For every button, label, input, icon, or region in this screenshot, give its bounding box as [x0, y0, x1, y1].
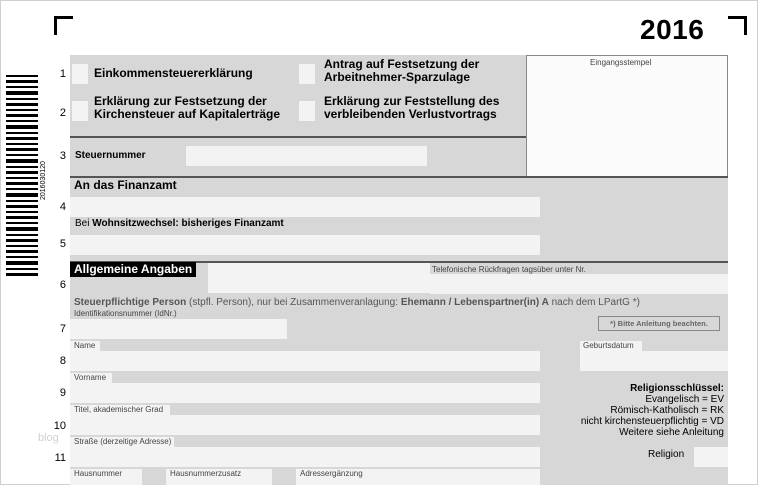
row-number: 2: [59, 107, 66, 119]
allgemein-title: Allgemeine Angaben: [70, 262, 196, 277]
hinweis-box: [598, 316, 720, 331]
checkbox-verlustvortrag[interactable]: [299, 101, 315, 121]
stpfl-line: [74, 297, 640, 308]
ehemann-bold: Ehemann / Lebenspartner(in) A: [400, 297, 549, 308]
strasse-input[interactable]: [70, 447, 540, 467]
bisheriges-finanzamt-input[interactable]: [70, 235, 540, 255]
option-sparzulage-label: [324, 58, 479, 84]
hausnummerzusatz-label: Hausnummerzusatz: [170, 469, 242, 478]
option-verlustvortrag-line1: Erklärung zur Feststellung des: [324, 94, 500, 108]
crop-mark-top-left: [54, 16, 73, 35]
ehemann-rest: nach dem LPartG *): [551, 297, 640, 308]
titel-input[interactable]: [70, 415, 540, 435]
religion-key-title: Religionsschlüssel:: [630, 383, 724, 394]
vorname-label: Vorname: [74, 373, 107, 382]
wohnsitz-label: [75, 218, 284, 229]
religion-key-line: nicht kirchensteuerpflichtig = VD: [580, 416, 724, 427]
row-number: 3: [59, 150, 66, 162]
titel-label: Titel, akademischer Grad: [74, 405, 164, 414]
idnr-label: Identifikationsnummer (IdNr.): [74, 309, 177, 318]
stamp-box: [526, 55, 728, 177]
row-number: 10: [53, 420, 66, 432]
religion-label: Religion: [648, 449, 685, 460]
stamp-label: Eingangsstempel: [590, 58, 652, 67]
finanzamt-input[interactable]: [70, 197, 540, 217]
option-verlustvortrag-line2: verbleibenden Verlustvortrags: [324, 107, 497, 121]
option-kirchensteuer-line1: Erklärung zur Festsetzung der: [94, 94, 267, 108]
religion-key: [540, 383, 724, 438]
wohnsitz-prefix: Bei: [75, 218, 90, 229]
religion-key-line: Evangelisch = EV: [645, 394, 724, 405]
idnr-input[interactable]: [70, 319, 287, 339]
religion-key-line: Weitere siehe Anleitung: [619, 427, 724, 438]
option-sparzulage-line1: Antrag auf Festsetzung der: [324, 57, 480, 71]
row-number: 1: [59, 68, 66, 80]
geburtsdatum-input[interactable]: [580, 351, 728, 371]
option-sparzulage-line2: Arbeitnehmer-Sparzulage: [324, 70, 471, 84]
row-number: 11: [54, 452, 66, 464]
wohnsitz-bold: Wohnsitzwechsel: bisheriges Finanzamt: [92, 218, 284, 229]
watermark: blog: [38, 432, 59, 444]
option-verlustvortrag-label: [324, 95, 499, 121]
checkbox-kirchensteuer[interactable]: [72, 101, 88, 121]
finanzamt-title: An das Finanzamt: [74, 178, 177, 192]
form-year: 2016: [640, 14, 705, 45]
form-number: 2016030120: [40, 161, 47, 200]
divider: [70, 136, 526, 138]
name-input[interactable]: [70, 351, 540, 371]
option-kirchensteuer-label: [94, 95, 280, 121]
barcode: [6, 75, 38, 277]
hausnummer-label: Hausnummer: [74, 469, 123, 478]
option-kirchensteuer-line2: Kirchensteuer auf Kapitalerträge: [94, 107, 281, 121]
vorname-input[interactable]: [70, 383, 540, 403]
religion-input[interactable]: [694, 447, 728, 467]
hinweis-text: *) Bitte Anleitung beachten.: [610, 319, 708, 328]
row-number: 5: [59, 238, 66, 250]
telefon-input[interactable]: [430, 274, 728, 294]
allgemein-title-field: [208, 263, 430, 293]
row-number: 6: [59, 279, 66, 291]
stpfl-bold: Steuerpflichtige Person: [74, 297, 187, 308]
row-number: 9: [59, 387, 66, 399]
steuernummer-input[interactable]: [186, 146, 427, 166]
option-einkommensteuer-label: Einkommensteuererklärung: [94, 66, 253, 80]
row-number: 8: [59, 355, 66, 367]
row-number: 4: [59, 201, 66, 213]
steuernummer-label: Steuernummer: [75, 150, 146, 161]
crop-mark-top-right: [728, 16, 747, 35]
checkbox-sparzulage[interactable]: [299, 64, 315, 84]
stpfl-rest: (stpfl. Person), nur bei Zusammenveranlagung:: [189, 297, 399, 308]
row-number: 7: [59, 323, 66, 335]
religion-key-line: Römisch-Katholisch = RK: [610, 405, 724, 416]
adressergaenzung-label: Adressergänzung: [300, 469, 363, 478]
name-label: Name: [74, 341, 96, 350]
strasse-label: Straße (derzeitige Adresse): [74, 437, 172, 446]
telefon-label: Telefonische Rückfragen tagsüber unter Nr.: [432, 265, 586, 274]
checkbox-einkommensteuer[interactable]: [72, 64, 88, 84]
geburtsdatum-label: Geburtsdatum: [583, 341, 634, 350]
